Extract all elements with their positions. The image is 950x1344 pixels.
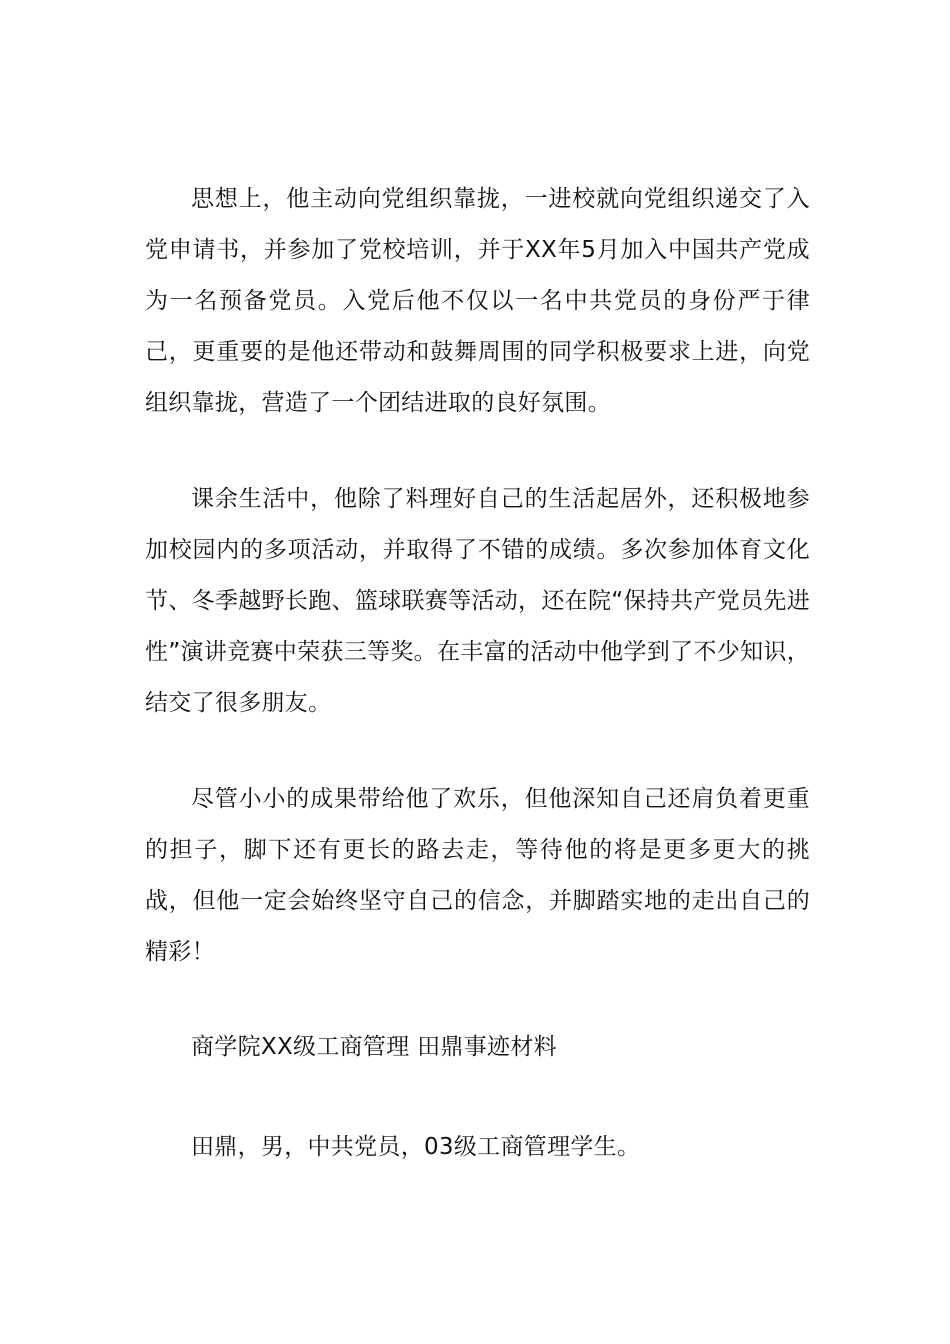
section-heading: 商学院XX级工商管理 田鼎事迹材料	[191, 1034, 557, 1060]
paragraph-intro: 田鼎，男，中共党员，03级工商管理学生。	[191, 1134, 641, 1160]
paragraph-extracurricular: 课余生活中，他除了料理好自己的生活起居外，还积极地参加校园内的多项活动，并取得了不错的成绩。多次参加体育文化节、冬季越野长跑、篮球联赛等活动，还在院“保持共产党员先进性”演讲竞赛中荣获三等奖。在丰富的活动中他学到了不少知识，结交了很多朋友。	[145, 486, 810, 716]
paragraph-ideology: 思想上，他主动向党组织靠拢，一进校就向党组织递交了入党申请书，并参加了党校培训，并于XX年5月加入中国共产党成为一名预备党员。入党后他不仅以一名中共党员的身份严于律己，更重要的是他还带动和鼓舞周围的同学积极要求上进，向党组织靠拢，营造了一个团结进取的良好氛围。	[145, 186, 810, 416]
paragraph-outlook: 尽管小小的成果带给他了欢乐，但他深知自己还肩负着更重的担子，脚下还有更长的路去走，等待他的将是更多更大的挑战，但他一定会始终坚守自己的信念，并脚踏实地的走出自己的精彩！	[145, 786, 810, 965]
